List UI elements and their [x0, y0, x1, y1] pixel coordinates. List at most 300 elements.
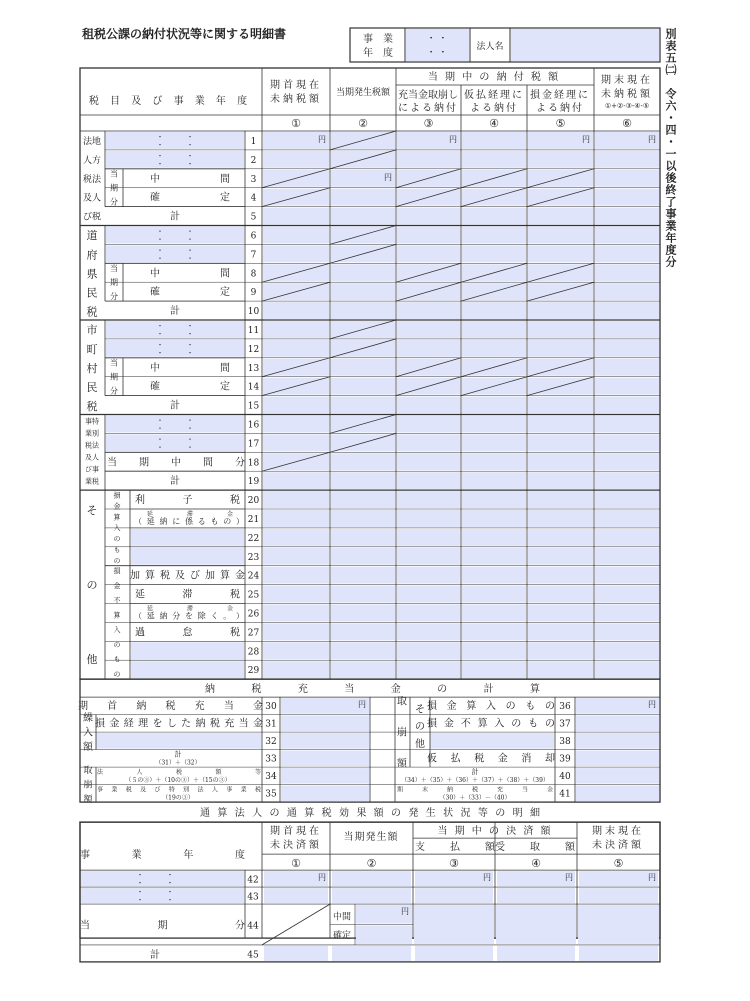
value-cell[interactable] [331, 586, 395, 603]
value-cell[interactable] [462, 586, 526, 603]
juto-sonota: そ [415, 704, 425, 716]
juto-kurire: 繰 [83, 712, 93, 724]
tsusan-header-3: 払 [450, 842, 460, 854]
kasanzei-label: 算 [220, 570, 230, 582]
yen-unit: 円 [648, 700, 656, 710]
juto-hojinzeigaku: 等 [254, 769, 262, 777]
tsusan-kakutei-input[interactable] [356, 926, 412, 944]
value-cell[interactable] [528, 661, 593, 678]
year-input[interactable] [131, 642, 244, 659]
value-cell[interactable] [397, 529, 460, 546]
value-cell[interactable] [263, 623, 329, 640]
value-cell[interactable] [595, 189, 659, 206]
value-cell[interactable] [528, 453, 593, 470]
value-cell[interactable] [462, 453, 526, 470]
juto-hojinzeigaku: 税 [175, 769, 183, 777]
juto-input[interactable] [96, 733, 261, 749]
nendo-label: 年 度 [363, 48, 393, 59]
dot: ・ [156, 424, 164, 433]
tsusan-jigyo-nendo: 年 [183, 850, 194, 862]
kataizei-label: 税 [230, 627, 240, 639]
juto-value-cell[interactable] [576, 733, 659, 749]
tsusan-value-cell[interactable] [332, 871, 411, 886]
value-cell[interactable] [528, 605, 593, 622]
juto-jigyozei: 業 [111, 786, 118, 794]
value-cell[interactable] [462, 472, 526, 489]
value-cell[interactable] [595, 151, 659, 168]
dot: ・ [156, 151, 164, 160]
value-cell[interactable] [528, 208, 593, 225]
kasanzei-label: 税 [160, 570, 170, 582]
value-cell[interactable] [462, 245, 526, 262]
dot: ・ [156, 227, 164, 236]
year-input[interactable] [106, 434, 244, 451]
value-cell[interactable] [462, 340, 526, 357]
year-input[interactable] [106, 132, 244, 149]
dot: ・ [136, 879, 144, 888]
tsusan-title: 通 [200, 808, 210, 820]
value-cell[interactable] [263, 605, 329, 622]
tsusan-value-cell[interactable] [332, 946, 411, 961]
dot: ・ [186, 443, 194, 452]
juto-value-cell[interactable] [576, 786, 659, 802]
value-cell[interactable] [263, 340, 329, 357]
value-cell[interactable] [263, 245, 329, 262]
juto-title: 税 [251, 684, 262, 696]
value-cell[interactable] [462, 491, 526, 508]
value-cell[interactable] [397, 340, 460, 357]
value-cell[interactable] [595, 340, 659, 357]
toki-label: 分 [110, 291, 118, 301]
value-cell[interactable] [462, 548, 526, 565]
value-cell[interactable] [331, 264, 395, 281]
juto-value-cell[interactable] [576, 768, 659, 784]
value-cell[interactable] [462, 642, 526, 659]
entaikin-label: 滞 [186, 605, 194, 613]
value-cell[interactable] [528, 491, 593, 508]
value-cell[interactable] [528, 586, 593, 603]
value-cell[interactable] [263, 434, 329, 451]
value-cell[interactable] [595, 227, 659, 244]
value-cell[interactable] [595, 605, 659, 622]
year-input[interactable] [131, 548, 244, 565]
section-label-fuken: 府 [86, 248, 98, 262]
value-cell[interactable] [528, 548, 593, 565]
tsusan-value-cell[interactable] [264, 888, 328, 903]
value-cell[interactable] [397, 397, 460, 414]
juto-hojinzeigaku: 法 [96, 769, 104, 777]
sonkin-fusannyu-label: も [113, 655, 121, 664]
value-cell[interactable] [397, 567, 460, 584]
juto-jigyozei-formula: （19の③） [162, 794, 194, 802]
col-header-zeimoku: 税 目 及 び 事 業 年 度 [88, 96, 252, 107]
value-cell[interactable] [397, 151, 460, 168]
tsusan-header-2: 当期発生額 [343, 832, 399, 844]
value-cell[interactable] [595, 586, 659, 603]
kakutei-label: 定 [220, 381, 230, 393]
value-cell[interactable] [331, 642, 395, 659]
value-cell[interactable] [397, 472, 460, 489]
value-cell[interactable] [528, 321, 593, 338]
sonkin-fusannyu-label: 損 [113, 567, 121, 576]
value-cell[interactable] [595, 321, 659, 338]
row-number: 21 [247, 515, 260, 525]
value-cell[interactable] [462, 302, 526, 319]
juto-value-cell[interactable] [281, 751, 369, 767]
value-cell[interactable] [331, 510, 395, 527]
tsusan-value-cell[interactable] [579, 946, 658, 961]
tsusan-header-1: 期首現在 [270, 826, 322, 838]
value-cell[interactable] [263, 227, 329, 244]
value-cell[interactable] [595, 642, 659, 659]
tsusan-header-4: 取 [530, 842, 540, 854]
dot: ・ [186, 254, 194, 263]
entaikin-label: 金 [226, 511, 234, 518]
section-label-fuken: 民 [86, 286, 98, 300]
value-cell[interactable] [263, 529, 329, 546]
year-input[interactable] [106, 321, 244, 338]
col-header-5: 損金経理に [530, 90, 590, 101]
value-cell[interactable] [397, 208, 460, 225]
dot: ・ [186, 246, 194, 255]
value-cell[interactable] [595, 529, 659, 546]
dot: ・ [186, 159, 194, 168]
section-label-shichoson: 村 [86, 361, 98, 375]
value-cell[interactable] [397, 623, 460, 640]
value-cell[interactable] [397, 586, 460, 603]
juto-title: 計 [483, 684, 494, 696]
juto-value-cell[interactable] [281, 786, 369, 802]
tsusan-value-cell[interactable] [497, 946, 575, 961]
value-cell[interactable] [595, 378, 659, 395]
kei-label: 計 [170, 306, 180, 318]
tsusan-value-cell[interactable] [415, 888, 493, 903]
value-cell[interactable] [397, 245, 460, 262]
juto-kimatsu: 納 [446, 786, 454, 794]
entaikin-sub-label: 係 [185, 517, 193, 526]
kakutei-label: 定 [220, 287, 230, 299]
tsusan-title: の [495, 808, 506, 820]
value-cell[interactable] [595, 623, 659, 640]
kakutei-label: 確 [150, 287, 160, 299]
juto-input[interactable] [430, 733, 554, 749]
tsusan-value-cell[interactable] [264, 946, 328, 961]
value-cell[interactable] [595, 548, 659, 565]
value-cell[interactable] [397, 642, 460, 659]
entaikin-sub-label: る [197, 517, 206, 526]
tsusan-value-cell[interactable] [497, 888, 575, 903]
juto-jigyozei: 業 [240, 786, 247, 794]
value-cell[interactable] [462, 227, 526, 244]
value-cell[interactable] [595, 434, 659, 451]
tsusan-header-5: 未決済額 [592, 840, 644, 852]
row-number: 19 [247, 477, 260, 488]
value-cell[interactable] [595, 359, 659, 376]
tsusan-value-cell[interactable] [579, 888, 658, 903]
juto-jigyozei: 税 [254, 786, 262, 794]
value-cell[interactable] [462, 529, 526, 546]
row-number: 15 [247, 401, 260, 412]
value-cell[interactable] [462, 434, 526, 451]
year-input[interactable] [106, 151, 244, 168]
value-cell[interactable] [331, 472, 395, 489]
juto-sonkin-keiri: 理 [138, 718, 149, 730]
entaikin-label: 延 [146, 511, 154, 518]
tsusan-title: 算 [304, 808, 315, 820]
value-cell[interactable] [331, 189, 395, 206]
value-cell[interactable] [263, 302, 329, 319]
value-cell[interactable] [528, 416, 593, 433]
juto-jigyozei: 事 [226, 786, 233, 794]
value-cell[interactable] [595, 453, 659, 470]
tsusan-value-cell[interactable] [578, 905, 659, 944]
tsusan-value-cell[interactable] [579, 871, 658, 886]
value-cell[interactable] [263, 397, 329, 414]
row-number: 13 [247, 363, 260, 374]
value-cell[interactable] [528, 510, 593, 527]
entaikin-sub-label: を [185, 611, 193, 621]
value-cell[interactable] [528, 151, 593, 168]
value-cell[interactable] [595, 416, 659, 433]
value-cell[interactable] [462, 510, 526, 527]
value-cell[interactable] [331, 208, 395, 225]
year-input[interactable] [106, 416, 244, 433]
juto-karibarai: 払 [450, 753, 461, 765]
juto-kurire: 入 [83, 727, 93, 739]
value-cell[interactable] [595, 472, 659, 489]
value-cell[interactable] [263, 548, 329, 565]
juto-sonkin-keiri: た [181, 718, 192, 730]
juto-sonota: 他 [415, 738, 425, 750]
tsusan-value-cell[interactable] [332, 888, 411, 903]
dot: ・ [156, 340, 164, 349]
juto-sonkin-fusannyu: 入 [494, 718, 505, 730]
kei-label: 計 [170, 211, 180, 223]
value-cell[interactable] [528, 340, 593, 357]
tsusan-year-input[interactable] [81, 888, 244, 903]
kakutei-label: 確 [150, 192, 160, 204]
value-cell[interactable] [595, 491, 659, 508]
value-cell[interactable] [397, 416, 460, 433]
value-cell[interactable] [331, 359, 395, 376]
value-cell[interactable] [595, 510, 659, 527]
juto-value-cell[interactable] [281, 716, 369, 732]
value-cell[interactable] [397, 510, 460, 527]
value-cell[interactable] [462, 132, 526, 149]
row-number: 9 [250, 288, 257, 299]
row-number: 26 [247, 609, 260, 620]
value-cell[interactable] [331, 548, 395, 565]
section-label-jigyo: び事 [85, 465, 99, 474]
row-number: 42 [247, 875, 259, 886]
value-cell[interactable] [595, 264, 659, 281]
value-cell[interactable] [263, 472, 329, 489]
value-cell[interactable] [397, 434, 460, 451]
rishizei-label: 税 [230, 495, 240, 507]
tsusan-value-cell[interactable] [414, 905, 494, 944]
juto-kei: 計 [174, 750, 182, 759]
value-cell[interactable] [263, 661, 329, 678]
value-cell[interactable] [528, 472, 593, 489]
col-number: ④ [489, 117, 499, 130]
value-cell[interactable] [263, 586, 329, 603]
juto-kei2: 計 [471, 768, 479, 777]
chukan-label: 中 [150, 268, 160, 280]
dot: ・ [186, 416, 194, 425]
value-cell[interactable] [263, 510, 329, 527]
value-cell[interactable] [528, 642, 593, 659]
value-cell[interactable] [462, 397, 526, 414]
toki-chukan-label: 間 [203, 457, 213, 469]
juto-value-cell[interactable] [281, 698, 369, 714]
value-cell[interactable] [528, 529, 593, 546]
value-cell[interactable] [595, 397, 659, 414]
value-cell[interactable] [397, 605, 460, 622]
value-cell[interactable] [462, 321, 526, 338]
toki-chukan-label: 分 [235, 457, 245, 469]
dot: ・ [156, 348, 164, 357]
value-cell[interactable] [528, 245, 593, 262]
row-number: 18 [247, 458, 260, 469]
juto-value-cell[interactable] [281, 768, 369, 784]
value-cell[interactable] [331, 491, 395, 508]
tsusan-year-input[interactable] [81, 871, 244, 886]
tsusan-value-cell[interactable] [415, 871, 493, 886]
value-cell[interactable] [397, 661, 460, 678]
value-cell[interactable] [397, 548, 460, 565]
value-cell[interactable] [397, 302, 460, 319]
value-cell[interactable] [528, 623, 593, 640]
dot: ・ [166, 888, 174, 897]
value-cell[interactable] [263, 416, 329, 433]
toki-label: 期 [110, 277, 118, 287]
value-cell[interactable] [528, 227, 593, 244]
value-cell[interactable] [263, 491, 329, 508]
juto-value-cell[interactable] [576, 751, 659, 767]
value-cell[interactable] [331, 453, 395, 470]
value-cell[interactable] [462, 605, 526, 622]
value-cell[interactable] [462, 151, 526, 168]
tsusan-title: 人 [252, 808, 263, 820]
value-cell[interactable] [595, 567, 659, 584]
dot: ・ [186, 133, 194, 141]
value-cell[interactable] [462, 567, 526, 584]
tsusan-value-cell[interactable] [415, 946, 493, 961]
juto-sonkin-fusannyu: 不 [460, 718, 471, 730]
value-cell[interactable] [397, 453, 460, 470]
tsusan-col-number: ③ [449, 857, 459, 871]
juto-sonkin-fusannyu: の [511, 718, 522, 730]
entaikin-sub-label: 除 [197, 611, 206, 621]
dot: ・ [186, 151, 194, 160]
row-number: 37 [559, 719, 571, 730]
value-cell[interactable] [462, 416, 526, 433]
row-number: 29 [247, 666, 260, 677]
value-cell[interactable] [462, 208, 526, 225]
value-cell[interactable] [331, 605, 395, 622]
yen-unit: 円 [565, 873, 573, 883]
value-cell[interactable] [263, 567, 329, 584]
hojin-name-input[interactable] [511, 29, 659, 61]
year-input[interactable] [106, 227, 244, 244]
juto-kimatsu: 期 [396, 786, 404, 794]
juto-kishu: 当 [223, 701, 234, 713]
value-cell[interactable] [263, 151, 329, 168]
value-cell[interactable] [595, 170, 659, 187]
row-number: 16 [247, 420, 260, 431]
year-input[interactable] [106, 340, 244, 357]
value-cell[interactable] [397, 321, 460, 338]
form-title: 租税公課の納付状況等に関する明細書 [82, 27, 287, 41]
dot: ・ [156, 443, 164, 452]
col-header-6: 未納税額 [601, 89, 653, 100]
value-cell[interactable] [263, 208, 329, 225]
value-cell[interactable] [595, 283, 659, 300]
juto-value-cell[interactable] [576, 716, 659, 732]
year-input[interactable] [106, 245, 244, 262]
juto-karibarai: 消 [521, 753, 532, 765]
tsusan-value-cell[interactable] [496, 905, 576, 944]
year-input[interactable] [131, 529, 244, 546]
value-cell[interactable] [528, 434, 593, 451]
row-number: 36 [559, 702, 571, 713]
tsusan-title: の [269, 808, 280, 820]
kei-label: 計 [170, 476, 180, 488]
row-number: 14 [247, 382, 260, 393]
row-number: 10 [247, 307, 260, 318]
juto-right-torikuzushi: 額 [397, 758, 407, 770]
value-cell[interactable] [595, 661, 659, 678]
col-header-2: 当期発生税額 [335, 88, 391, 98]
value-cell[interactable] [595, 302, 659, 319]
juto-hojinzeigaku-formula: （５の③）＋（10の③）＋（15の③） [125, 777, 231, 785]
tsusan-value-cell[interactable] [497, 871, 575, 886]
value-cell[interactable] [595, 208, 659, 225]
tsusan-toki-bun: 当 [80, 920, 90, 932]
value-cell[interactable] [331, 623, 395, 640]
value-cell[interactable] [462, 661, 526, 678]
juto-sonkin-keiri: 金 [253, 718, 263, 730]
entaikin-sub-label: に [172, 517, 181, 526]
toki-label: 当 [110, 169, 118, 179]
juto-value-cell[interactable] [281, 733, 369, 749]
juto-sonkin-keiri: 損 [95, 718, 105, 730]
value-cell[interactable] [331, 397, 395, 414]
dot: ・ [166, 896, 174, 905]
value-cell[interactable] [397, 491, 460, 508]
juto-sonota: の [415, 721, 425, 733]
juto-sonkin-fusannyu: 金 [443, 718, 454, 730]
value-cell[interactable] [331, 661, 395, 678]
year-input[interactable] [131, 661, 244, 678]
value-cell[interactable] [263, 321, 329, 338]
value-cell[interactable] [462, 623, 526, 640]
value-cell[interactable] [263, 642, 329, 659]
value-cell[interactable] [397, 227, 460, 244]
tsusan-title: 額 [373, 808, 384, 820]
section-label-sonota: 他 [86, 652, 98, 666]
juto-value-cell[interactable] [576, 698, 659, 714]
value-cell[interactable] [528, 397, 593, 414]
value-cell[interactable] [331, 378, 395, 395]
value-cell[interactable] [528, 302, 593, 319]
value-cell[interactable] [595, 245, 659, 262]
value-cell[interactable] [331, 567, 395, 584]
value-cell[interactable] [331, 283, 395, 300]
value-cell[interactable] [331, 529, 395, 546]
value-cell[interactable] [331, 302, 395, 319]
value-cell[interactable] [528, 567, 593, 584]
